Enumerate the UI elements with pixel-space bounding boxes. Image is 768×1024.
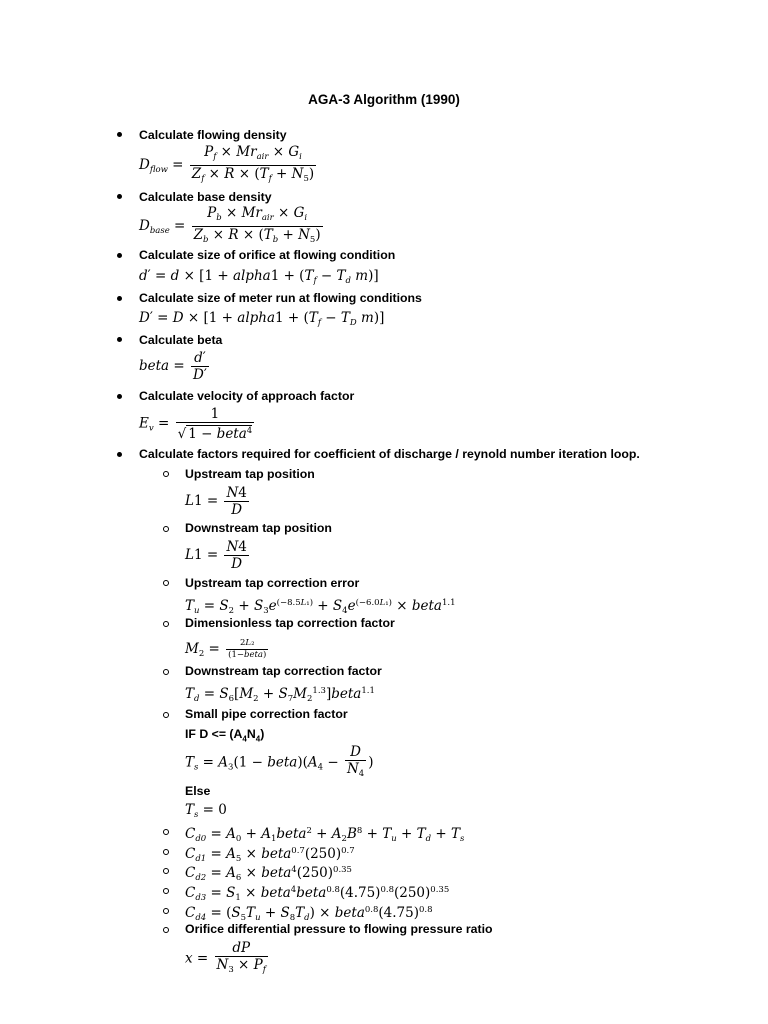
sub-bullet-icon (163, 669, 169, 675)
formula-downstream-correction: $T_d = S_6[M_2$ + $S_7M_2^{1.3}]beta^{1.1}$ (185, 686, 375, 704)
substep-upstream-tap-correction: Upstream tap correction error (185, 576, 360, 590)
formula-dimensionless-correction: $M_2$ = $\frac{\text{2L₂}}{\text{(1−beta)}}$ (185, 638, 267, 660)
formula-downstream-tap-position: L1 = $\frac{N4}{D}$ (185, 539, 247, 572)
formula-velocity-approach: $E_v$ = $\frac{1}{√ 1 - beta^4}$ (139, 406, 253, 442)
sub-bullet-icon (163, 712, 169, 718)
substep-downstream-tap-position: Downstream tap position (185, 521, 332, 535)
step-flowing-density: Calculate flowing density (139, 128, 287, 142)
formula-upstream-tap-position: L1 = $\frac{N4}{D}$ (185, 485, 247, 518)
sub-bullet-icon (163, 927, 169, 933)
formula-cd0: $C_{d0} = A_0$ + $A_1beta^2 + A_2B^8 + T_u + T_d + T_s$ (185, 826, 465, 844)
bullet-icon (117, 253, 122, 258)
formula-meter-run-size: D′ = D × [1 + alpha1 + ($T_f - T_D$ m)] (139, 310, 385, 328)
step-base-density: Calculate base density (139, 190, 272, 204)
step-discharge-factors: Calculate factors required for coefficient of discharge / reynold number iteration loop. (139, 447, 640, 461)
bullet-icon (117, 452, 122, 457)
formula-base-density: $D_{base}$ = $\frac{P_b \times Mr_{air} \times G_i}{Z_b \times R \times (T_b + N_5)}$ (139, 205, 325, 248)
formula-small-pipe-else: $T_s = 0$ (185, 802, 227, 820)
formula-upstream-tap-correction: $T_u = S_2 + S_3e^{(-8.5L_1)} + S_4e^{(-6.0L_1)}$ × beta$^{1.1}$ (185, 598, 456, 616)
bullet-icon (117, 132, 122, 137)
sub-bullet-icon (163, 908, 169, 914)
formula-beta: beta = $\frac{d'}{D'}$ (139, 350, 207, 383)
sub-bullet-icon (163, 526, 169, 532)
substep-small-pipe-correction: Small pipe correction factor (185, 707, 348, 721)
sub-bullet-icon (163, 580, 169, 586)
substep-pressure-ratio: Orifice differential pressure to flowing pressure ratio (185, 922, 493, 936)
sub-bullet-icon (163, 888, 169, 894)
step-orifice-size: Calculate size of orifice at flowing condition (139, 248, 396, 262)
sub-bullet-icon (163, 868, 169, 874)
substep-upstream-tap-position: Upstream tap position (185, 467, 315, 481)
formula-cd1: $C_{d1} = A_5$ × $beta^{0.7}(250)^{0.7}$ (185, 846, 355, 864)
formula-cd4: $C_{d4} = (S_5T_u + S_8T_d)$ × $beta^{0.8}(4.75)^{0.8}$ (185, 905, 433, 923)
bullet-icon (117, 394, 122, 399)
bullet-icon (117, 337, 122, 342)
step-beta: Calculate beta (139, 333, 223, 347)
substep-dimensionless-correction: Dimensionless tap correction factor (185, 616, 395, 630)
sub-bullet-icon (163, 621, 169, 627)
formula-orifice-size: d′ = d × [1 + alpha1 + ($T_f - T_d$ m)] (139, 268, 379, 286)
page-title: AGA-3 Algorithm (1990) (308, 92, 460, 107)
sub-bullet-icon (163, 829, 169, 835)
bullet-icon (117, 194, 122, 199)
condition-if: IF $D <= (A_4N_4)$ (185, 727, 265, 744)
step-meter-run-size: Calculate size of meter run at flowing conditions (139, 291, 422, 305)
formula-small-pipe-if: $T_s = A_3(1$ − $beta)(A_4$ − $\frac{D}{N_4}$ ) (185, 744, 373, 782)
formula-cd3: $C_{d3} = S_1$ × $beta^4beta^{0.8}(4.75)^{0.8}(250)^{0.35}$ (185, 885, 450, 903)
step-velocity-approach: Calculate velocity of approach factor (139, 389, 355, 403)
substep-downstream-correction: Downstream tap correction factor (185, 664, 382, 678)
sub-bullet-icon (163, 849, 169, 855)
bullet-icon (117, 296, 122, 301)
formula-flowing-density: $D_{flow}$ = $\frac{P_f \times Mr_{air} \times G_i}{Z_f \times R \times (T_f + N_5)}$ (139, 144, 318, 187)
sub-bullet-icon (163, 471, 169, 477)
formula-cd2: $C_{d2} = A_6$ × $beta^4(250)^{0.35}$ (185, 865, 352, 883)
formula-pressure-ratio: x = $\frac{dP}{N_3 \times P_f}$ (185, 940, 270, 978)
condition-else: Else (185, 784, 211, 798)
